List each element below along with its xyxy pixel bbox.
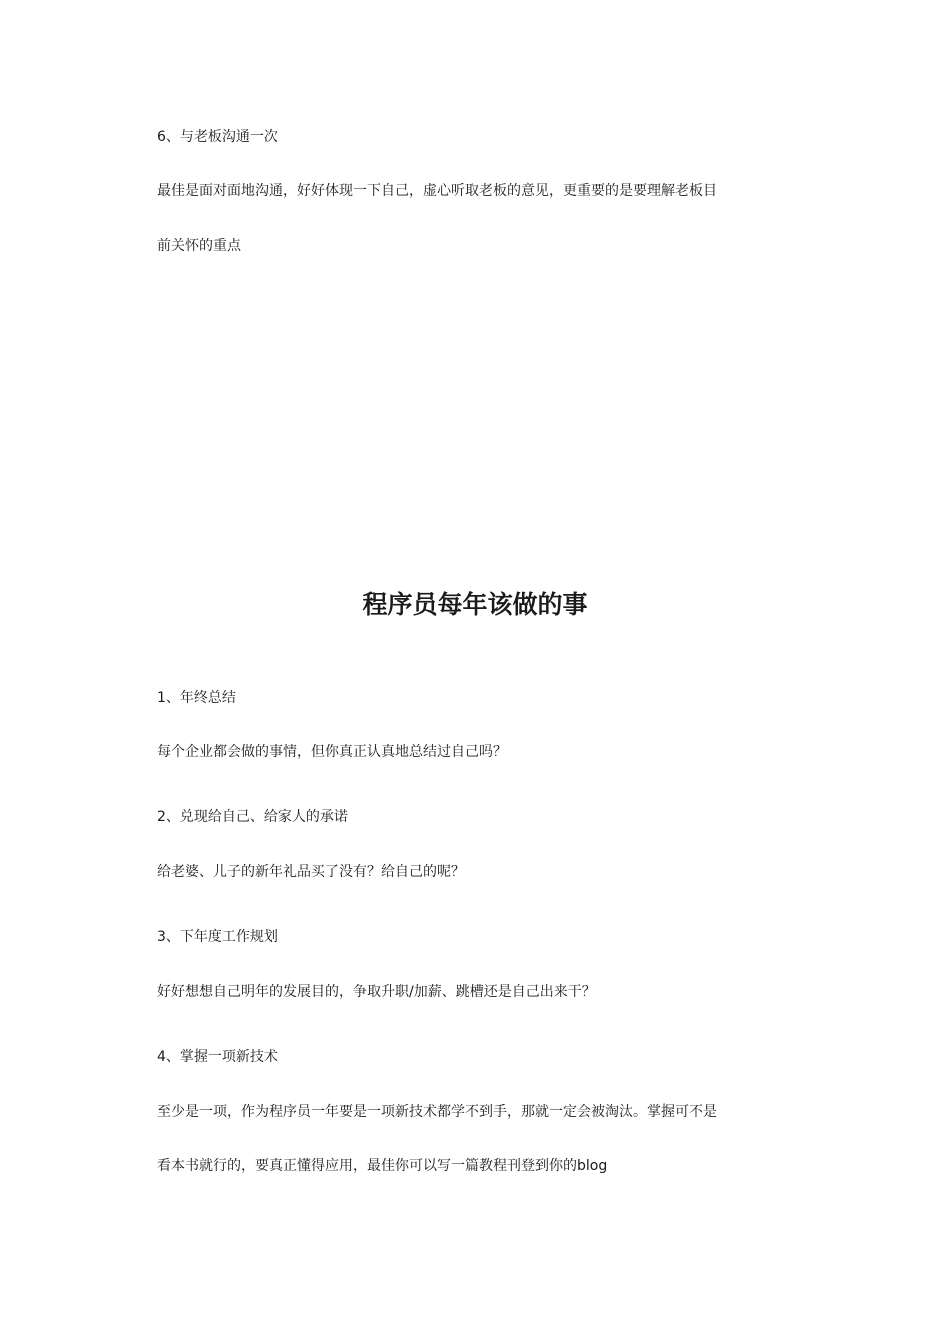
item-4-heading: 4、掌握一项新技术 [157,1049,278,1065]
item-4-body-line-1: 至少是一项，作为程序员一年要是一项新技术都学不到手，那就一定会被淘汰。掌握可不是 [157,1104,717,1120]
item-1-body: 每个企业都会做的事情，但你真正认真地总结过自己吗？ [157,744,507,760]
item-1-heading: 1、年终总结 [157,690,236,706]
section-6-heading: 6、与老板沟通一次 [157,129,278,145]
item-4-body-line-2: 看本书就行的，要真正懂得应用，最佳你可以写一篇教程刊登到你的blog [157,1158,608,1174]
section-6-body-line-1: 最佳是面对面地沟通，好好体现一下自己，虚心听取老板的意见，更重要的是要理解老板目 [157,183,717,199]
item-2-heading: 2、兑现给自己、给家人的承诺 [157,809,348,825]
item-3-heading: 3、下年度工作规划 [157,929,278,945]
item-2-body: 给老婆、儿子的新年礼品买了没有？给自己的呢？ [157,864,465,880]
item-3-body: 好好想想自己明年的发展目的，争取升职/加薪、跳槽还是自己出来干？ [157,984,596,1000]
document-title: 程序员每年该做的事 [362,590,588,619]
section-6-body-line-2: 前关怀的重点 [157,238,241,254]
